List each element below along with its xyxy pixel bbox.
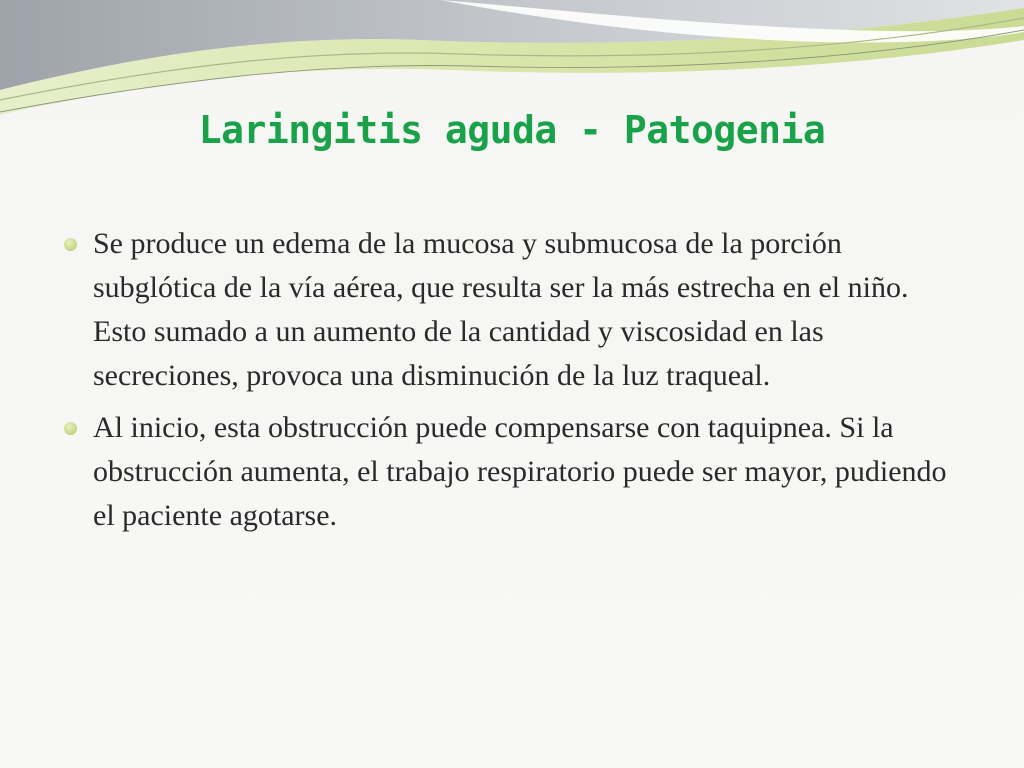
bullet-dot-icon	[64, 422, 77, 435]
bullet-list	[62, 222, 962, 546]
slide-title: Laringitis aguda - Patogenia	[198, 108, 826, 152]
bullet-text: Al inicio, esta obstrucción puede compensarse con taquipnea. Si la obstrucción aumenta, el trabajo respiratorio puede ser mayor, pudiendo el paciente agotarse.	[93, 411, 947, 532]
bullet-text: Se produce un edema de la mucosa y submucosa de la porción subglótica de la vía aérea, que resulta ser la más estrecha en el niño. Esto sumado a un aumento de la cantidad y viscosidad en las secreciones, provoca una disminución de la luz traqueal.	[93, 227, 909, 392]
bullet-dot-icon	[64, 238, 77, 251]
list-item	[62, 222, 962, 398]
list-item	[62, 406, 962, 538]
